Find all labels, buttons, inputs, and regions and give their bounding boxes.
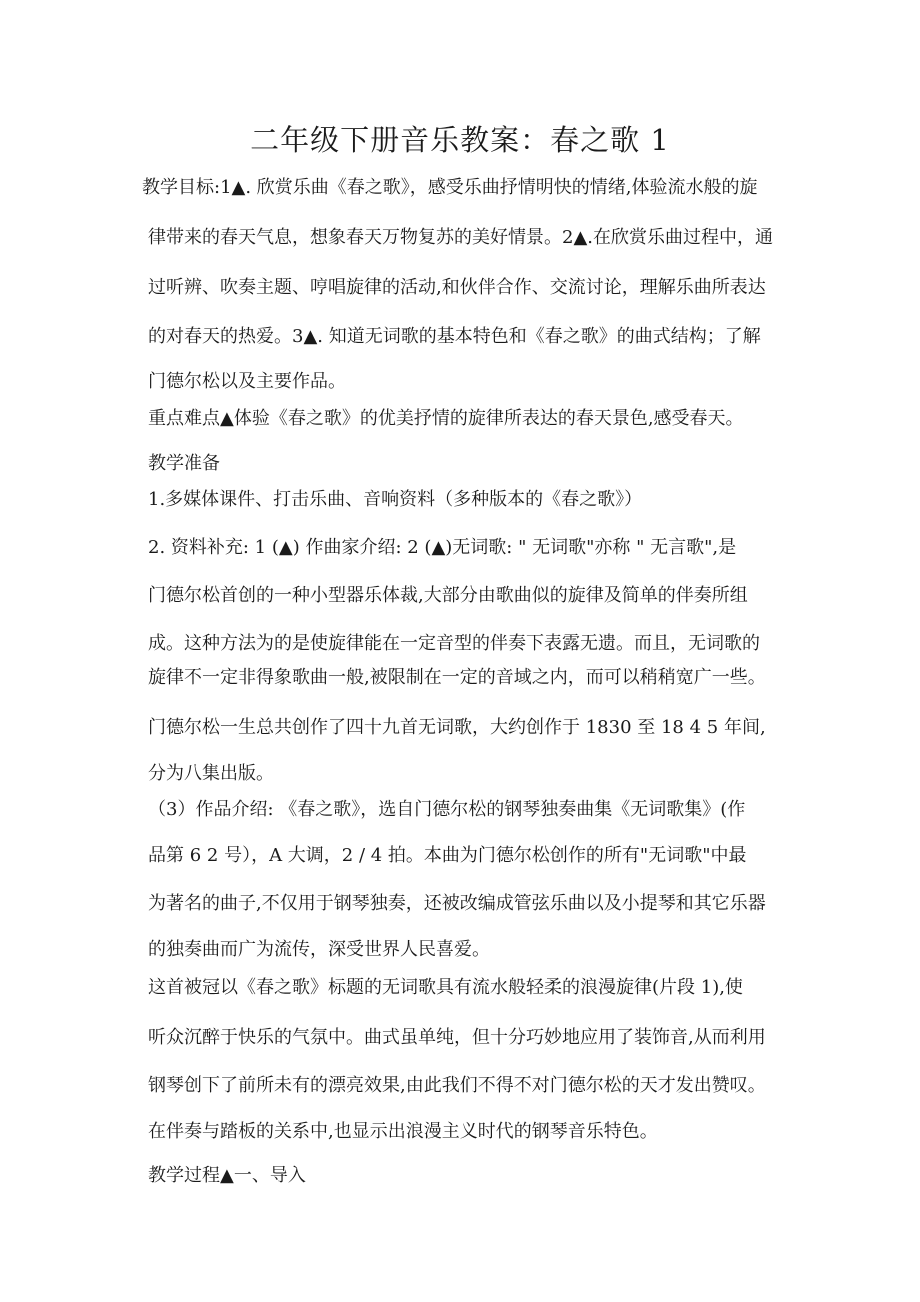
text-line: 门德尔松首创的一种小型器乐体裁,大部分由歌曲似的旋律及简单的伴奏所组 [148, 585, 748, 606]
text-line: 门德尔松一生总共创作了四十九首无词歌，大约创作于 1830 至 18 4 5 年间, [148, 717, 766, 738]
text-line: 的对春天的热爱。3▲. 知道无词歌的基本特色和《春之歌》的曲式结构；了解 [148, 326, 761, 347]
text-line: 2. 资料补充: 1 (▲) 作曲家介绍: 2 (▲)无词歌: " 无词歌"亦称 " 无言歌",是 [148, 537, 737, 558]
text-line: 教学目标:1▲. 欣赏乐曲《春之歌》，感受乐曲抒情明快的情绪,体验流水般的旋 [142, 177, 758, 198]
text-line: 成。这种方法为的是使旋律能在一定音型的伴奏下表露无遗。而且，无词歌的 [148, 633, 760, 654]
text-line: 品第 6 2 号），A 大调，2 / 4 拍。本曲为门德尔松创作的所有"无词歌"中最 [148, 845, 747, 866]
text-line: 1.多媒体课件、打击乐曲、音响资料（多种版本的《春之歌》） [148, 489, 643, 510]
text-line: 过听辨、吹奏主题、哼唱旋律的活动,和伙伴合作、交流讨论，理解乐曲所表达 [148, 277, 766, 298]
text-line: 听众沉醉于快乐的气氛中。曲式虽单纯，但十分巧妙地应用了装饰音,从而利用 [148, 1027, 766, 1048]
text-line: （3）作品介绍: 《春之歌》，选自门德尔松的钢琴独奏曲集《无词歌集》(作 [148, 799, 746, 820]
page-title: 二年级下册音乐教案：春之歌 1 [250, 123, 670, 157]
text-line: 分为八集出版。 [148, 763, 274, 784]
text-line: 这首被冠以《春之歌》标题的无词歌具有流水般轻柔的浪漫旋律(片段 1),使 [148, 977, 743, 998]
text-line: 钢琴创下了前所未有的漂亮效果,由此我们不得不对门德尔松的天才发出赞叹。 [148, 1075, 766, 1096]
text-line: 在伴奏与踏板的关系中,也显示出浪漫主义时代的钢琴音乐特色。 [148, 1121, 658, 1142]
text-line: 门德尔松以及主要作品。 [148, 371, 346, 392]
text-line: 为著名的曲子,不仅用于钢琴独奏，还被改编成管弦乐曲以及小提琴和其它乐器 [148, 893, 766, 914]
section-heading: 教学准备 [148, 453, 220, 474]
text-line: 律带来的春天气息，想象春天万物复苏的美好情景。2▲.在欣赏乐曲过程中，通 [148, 227, 774, 248]
section-heading: 教学过程▲一、导入 [148, 1165, 306, 1186]
text-line: 重点难点▲体验《春之歌》的优美抒情的旋律所表达的春天景色,感受春天。 [148, 408, 744, 429]
text-line: 旋律不一定非得象歌曲一般,被限制在一定的音域之内，而可以稍稍宽广一些。 [148, 667, 766, 688]
text-line: 的独奏曲而广为流传，深受世界人民喜爱。 [148, 939, 490, 960]
